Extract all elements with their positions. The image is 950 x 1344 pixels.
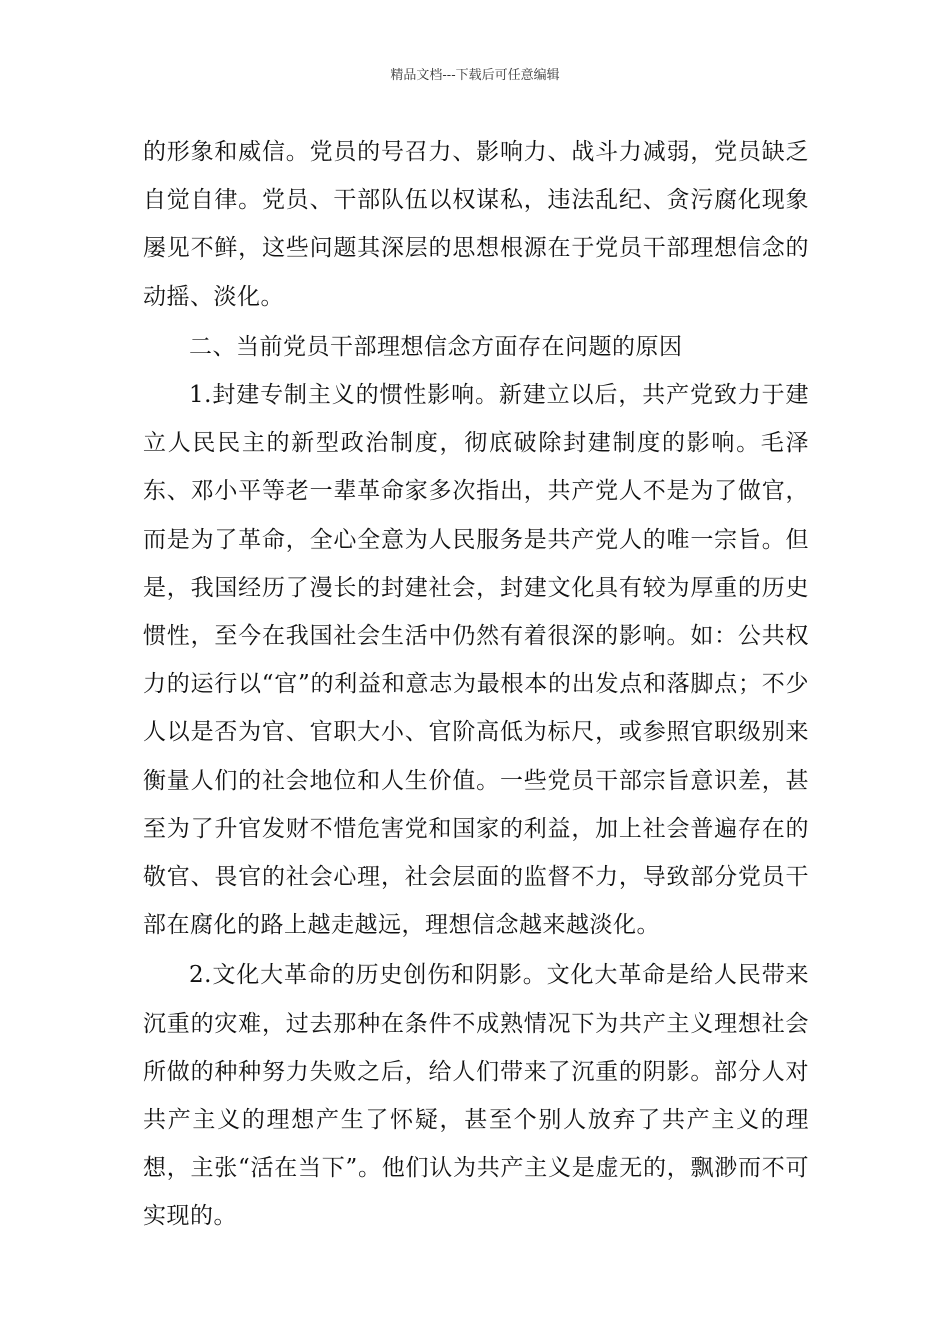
paragraph-continuation: 的形象和威信。党员的号召力、影响力、战斗力减弱，党员缺乏自觉自律。党员、干部队伍以权谋私，违法乱纪、贪污腐化现象屡见不鲜，这些问题其深层的思想根源在于党员干部理想信念的动摇、淡化。 [143,139,809,310]
page-header: 精品文档---下载后可任意编辑 [390,68,560,83]
section-heading: 二、当前党员干部理想信念方面存在问题的原因 [189,333,683,360]
paragraph-feudalism: 1.封建专制主义的惯性影响。新建立以后，共产党致力于建立人民民主的新型政治制度，彻底破除封建制度的影响。毛泽东、邓小平等老一辈革命家多次指出，共产党人不是为了做官，而是为了革命，全心全意为人民服务是共产党人的唯一宗旨。但是，我国经历了漫长的封建社会，封建文化具有较为厚重的历史惯性，至今在我国社会生活中仍然有着很深的影响。如：公共权力的运行以“官”的利益和意志为最根本的出发点和落脚点；不少人以是否为官、官职大小、官阶高低为标尺，或参照官职级别来衡量人们的社会地位和人生价值。一些党员干部宗旨意识差，甚至为了升官发财不惜危害党和国家的利益，加上社会普遍存在的敬官、畏官的社会心理，社会层面的监督不力，导致部分党员干部在腐化的路上越走越远，理想信念越来越淡化。 [143,382,809,939]
paragraph-cultural-revolution: 2.文化大革命的历史创伤和阴影。文化大革命是给人民带来沉重的灾难，过去那种在条件不成熟情况下为共产主义理想社会所做的种种努力失败之后，给人们带来了沉重的阴影。部分人对共产主义的理想产生了怀疑，甚至个别人放弃了共产主义的理想，主张“活在当下”。他们认为共产主义是虚无的，飘渺而不可实现的。 [143,962,809,1230]
document-body [143,128,809,1241]
